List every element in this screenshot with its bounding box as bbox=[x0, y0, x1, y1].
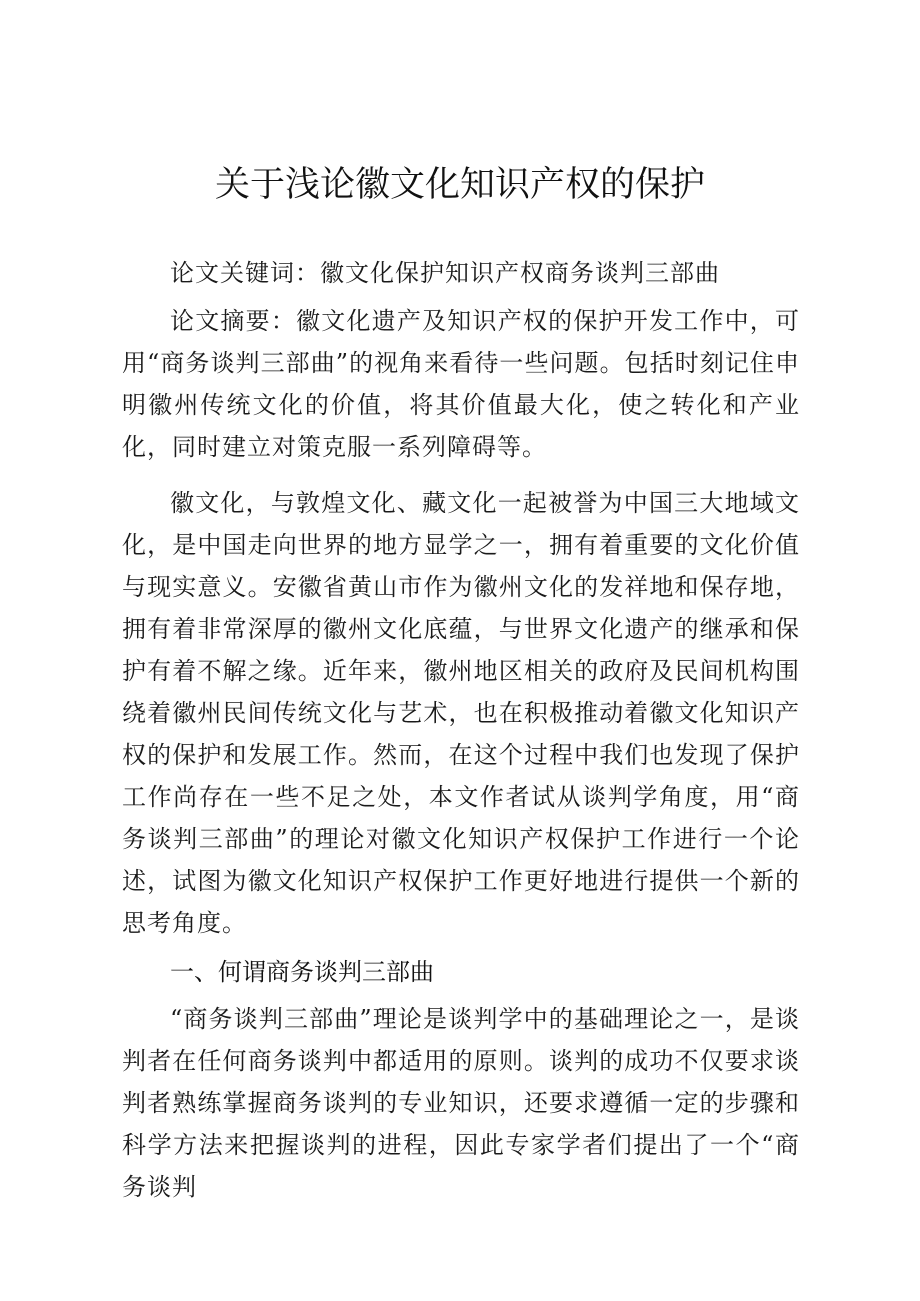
abstract-paragraph: 论文摘要：徽文化遗产及知识产权的保护开发工作中，可用“商务谈判三部曲”的视角来看待一些问题。包括时刻记住申明徽州传统文化的价值，将其价值最大化，使之转化和产业化，同时建立对策克服一系列障碍等。 bbox=[122, 307, 800, 461]
document-body bbox=[122, 252, 800, 1212]
keywords-paragraph: 论文关键词：徽文化保护知识产权商务谈判三部曲 bbox=[170, 259, 720, 287]
document-title: 关于浅论徽文化知识产权的保护 bbox=[214, 165, 705, 205]
intro-paragraph: 徽文化，与敦煌文化、藏文化一起被誉为中国三大地域文化，是中国走向世界的地方显学之一，拥有着重要的文化价值与现实意义。安徽省黄山市作为徽州文化的发祥地和保存地，拥有着非常深厚的徽州文化底蕴，与世界文化遗产的继承和保护有着不解之缘。近年来，徽州地区相关的政府及民间机构围绕着徽州民间传统文化与艺术，也在积极推动着徽文化知识产权的保护和发展工作。然而，在这个过程中我们也发现了保护工作尚存在一些不足之处，本文作者试从谈判学角度，用“商务谈判三部曲”的理论对徽文化知识产权保护工作进行一个论述，试图为徽文化知识产权保护工作更好地进行提供一个新的思考角度。 bbox=[122, 489, 800, 937]
section-heading-1: 一、何谓商务谈判三部曲 bbox=[170, 958, 434, 986]
section-1-paragraph: “商务谈判三部曲”理论是谈判学中的基础理论之一，是谈判者在任何商务谈判中都适用的原则。谈判的成功不仅要求谈判者熟练掌握商务谈判的专业知识，还要求遵循一定的步骤和科学方法来把握谈判的进程，因此专家学者们提出了一个“商务谈判 bbox=[122, 1005, 800, 1201]
